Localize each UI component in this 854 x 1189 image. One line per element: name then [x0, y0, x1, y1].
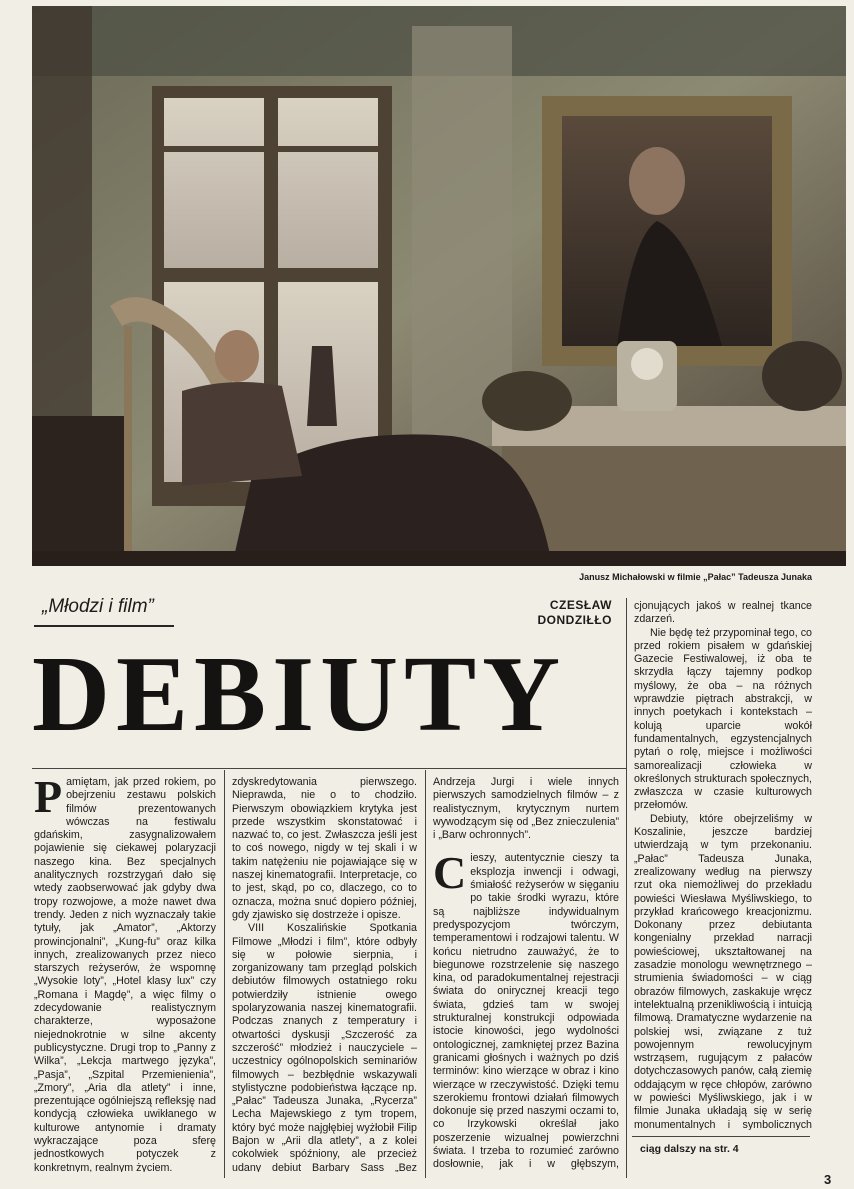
paragraph: Cieszy, autentycznie cieszy ta eksplozja inwencji i odwagi, śmiałość reżyserów w sięganiu po takie środki wyrazu, które są najbliższe indywidualnym predyspozycjom twórczym, temperamentowi i rodzajowi talentu. W końcu nietrudno zauważyć, że to biegunowe rozstrzelenie się naszego kina, od paradokumentalnej rejestracji świata do onirycznej kreacji tego świata, gdzieś tam w swojej strukturalnej konstrukcji odpowiada istocie kinowości, jego wydolności ontologicznej, zamkniętej przez Bazina granicami głośnych i ważnych po dziś terminów: kino wierzące w obraz i kino wierzące w rzeczywistość. Dzięki temu szerokiemu frontowi działań filmowych dokonuje się przed naszymi oczami to, co Irzykowski określał jako poszerzenie wizualnej powierzchni świata. I trzeba to rozumieć zarówno dosłownie, jak i w głębszym,	[433, 847, 619, 1171]
drop-cap: P	[34, 776, 63, 822]
photo-caption: Janusz Michałowski w filmie „Pałac” Tadeusza Junaka	[579, 572, 812, 582]
continued-note: ciąg dalszy na str. 4	[640, 1143, 739, 1155]
paragraph: Debiuty, które obejrzeliśmy w Koszalinie, jeszcze bardziej utwierdzają w tym przekonaniu. „Pałac” Tadeusza Junaka, zrealizowany według na pierwszy rzut oka niemożliwej do przekładu powieści Wiesława Myśliwskiego, to przykład krańcowego kreacjonizmu. Dokonany przez debiutanta kongenialny przekład narracji powieściowej, ukształtowanej na zasadzie monologu wewnętrznego – strumienia świadomości – w ciąg obrazów filmowych, zaskakuje wręcz intelektualną przenikliwością i intuicją filmową. Dramatyczne wydarzenie na polskiej wsi, związane z tuż powojennym rewolucyjnym wstrząsem, rugującym z pałaców dotychczasowych panów, całą ziemię oddającym w ręce chłopów, zarówno w powieści Myśliwskiego, jak i w filmie Junaka układają się w serię monumentalnych i symbolicznych	[634, 812, 812, 1130]
article-kicker: „Młodzi i film”	[42, 596, 154, 617]
paragraph: Andrzeja Jurgi i wiele innych pierwszych samodzielnych filmów – z realistycznym, krytycznym nurtem wywodzącym się od „Bez znieczulenia” i „Barw ochronnych”.	[433, 776, 619, 842]
paragraph: zdyskredytowania pierwszego. Nieprawda, nie o to chodziło. Pierwszym obowiązkiem krytyka jest przede wszystkim skonstatować i nazwać to, co jest. Zwłaszcza jeśli jest to coś nowego, nigdy w tej skali i w takim natężeniu nie pojawiające się w naszej kinematografii. Interpretacje, co to jest, skąd, po co, dlaczego, co to oznacza, można snuć dopiero później, gdy zjawisko się dostrzeże i opisze.	[232, 776, 417, 921]
text-column-1	[34, 776, 216, 1172]
article-headline: DEBIUTY	[32, 635, 567, 754]
column-top-rule	[32, 768, 626, 769]
continued-rule	[632, 1136, 810, 1137]
column-rule	[224, 770, 225, 1178]
text-column-4	[634, 600, 812, 1130]
author-last-name: DONDZIŁŁO	[537, 613, 612, 627]
column-rule	[425, 770, 426, 1178]
article-photo	[32, 6, 846, 566]
page-number: 3	[824, 1172, 832, 1187]
paragraph: cjonujących jakoś w realnej tkance zdarzeń.	[634, 600, 812, 626]
text-column-3	[433, 776, 619, 1172]
paragraph: Pamiętam, jak przed rokiem, po obejrzeniu zestawu polskich filmów prezentowanych wówczas na festiwalu gdańskim, zasygnalizowałem pojawienie się ciekawej polaryzacji naszego kina. Bez specjalnych analitycznych rozstrzygań dało się wtedy zaobserwować jak gdyby dwa tropy rozwojowe, a może nawet dwa trendy. Jeden z nich wyznaczały takie tytuły, jak „Amator”, „Aktorzy prowincjonalni”, „Kung-fu” oraz kilka innych, zrealizowanych przez nieco starszych reżyserów, że wspomnę „Wysokie loty”, „Hotel klasy lux” czy „Romana i Magdę”, a więc filmy o zdecydowanie realistycznym charakterze, wyposażone niejednokrotnie w silne akcenty publicystyczne. Drugi trop to „Panny z Wilka”, „Lekcja martwego języka”, „Pasja”, „Szpital Przemienienia”, „Zmory”, „Aria dla atlety” i inne, prezentujące ogólniejszą refleksję nad kondycją człowieka uwikłanego w kulturowe antynomie i dramaty wykraczające poza sferę jednostkowych potyczek z konkretnym, realnym życiem.	[34, 776, 216, 1172]
drop-cap: C	[433, 847, 467, 899]
paragraph: Nie będę też przypominał tego, co przed rokiem pisałem w gdańskiej Gazecie Festiwalowej, iż oba te skrzydła łączy tajemny podkop myślowy, że oba – na różnych wprawdzie piętrach abstrakcji, w innych poetykach i kontekstach – kolują uparcie wokół fundamentalnych, egzystencjalnych pytań o rolę, miejsce i możliwości samorealizacji człowieka w określonych strukturach społecznych, zwłaszcza w czasie kulturowych przełomów.	[634, 626, 812, 812]
text-column-2	[232, 776, 417, 1172]
paragraph: VIII Koszalińskie Spotkania Filmowe „Młodzi i film”, które odbyły się w połowie sierpnia, i zorganizowany tam przegląd polskich debiutów filmowych ostatniego roku potwierdziły istnienie owego spolaryzowania naszej kinematografii. Podczas znanych z temperatury i otwartości dyskusji „Szczerość za szczerość” młodzież i nauczyciele – uczestnicy ogólnopolskich seminariów filmowych – bezbłędnie wskazywali stylistyczne podobieństwa łączące np. „Pałac” Tadeusza Junaka, „Rycerza” Lecha Majewskiego z tym tropem, który być może najgłębiej wyżłobił Filip Bajon w „Arii dla atlety”, a z kolei cokolwiek spóźniony, ale przecież udany debiut Barbary Sass „Bez	[232, 922, 417, 1172]
photo-scene	[32, 6, 846, 566]
column-rule	[626, 598, 627, 1178]
author-first-name: CZESŁAW	[549, 598, 612, 612]
author-byline	[508, 598, 612, 628]
kicker-underline	[34, 625, 174, 627]
